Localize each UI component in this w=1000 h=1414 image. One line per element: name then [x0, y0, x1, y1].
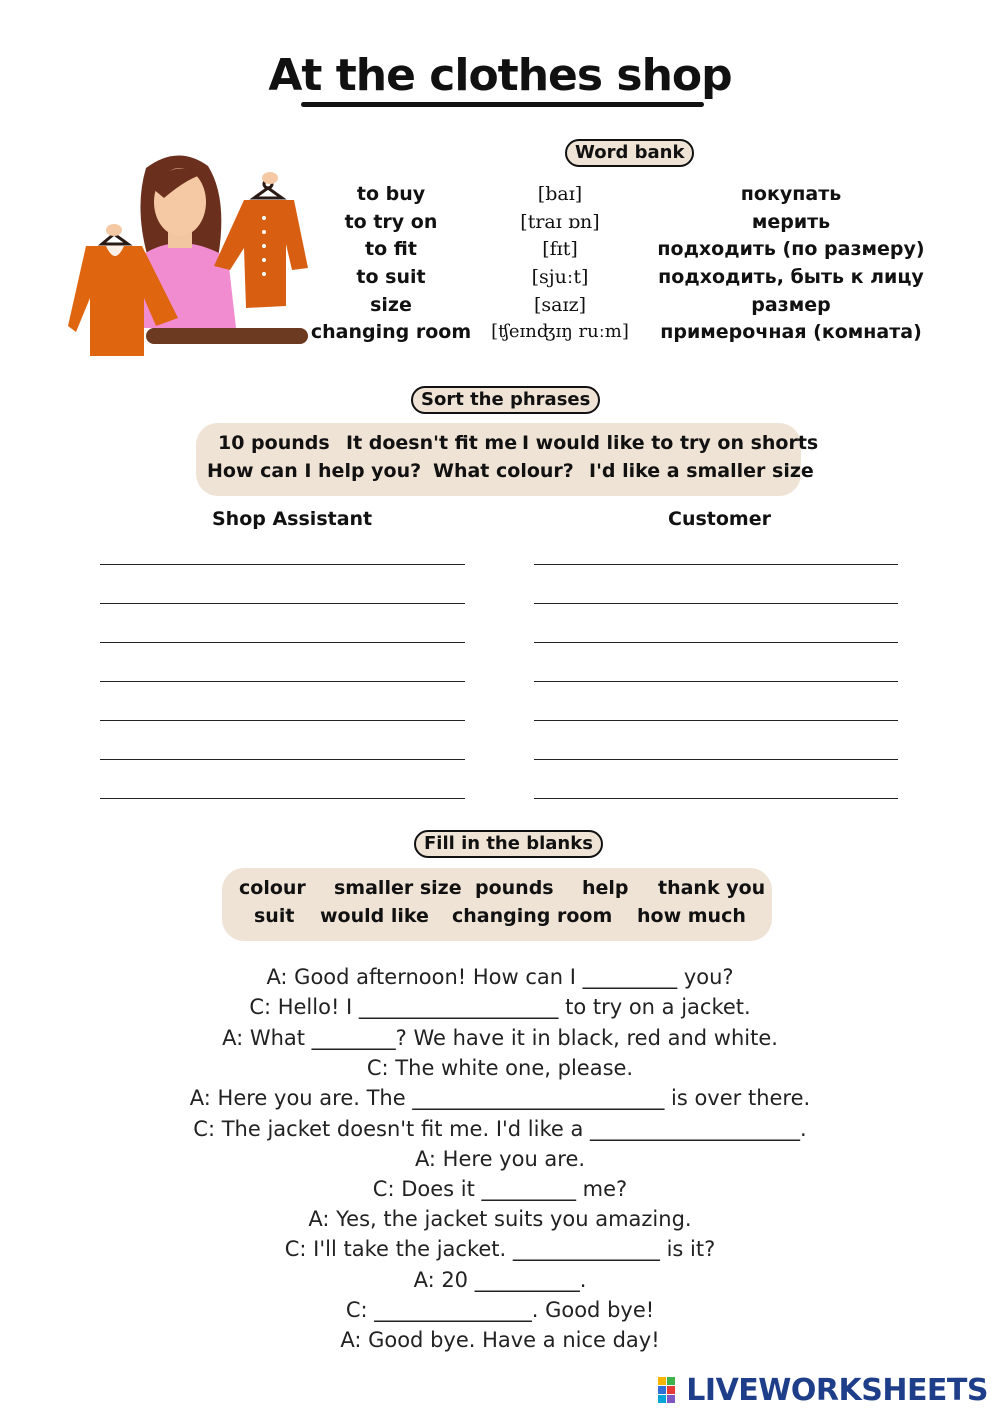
- fill-word: smaller size: [334, 877, 462, 899]
- word-english: to try on: [344, 211, 438, 233]
- phrase-box: [196, 423, 819, 496]
- fill-blanks-label: Fill in the blanks: [414, 830, 603, 858]
- customer-answer-line[interactable]: [534, 798, 898, 799]
- word-english: to suit: [356, 266, 426, 288]
- word-russian: подходить, быть к лицу: [658, 266, 924, 288]
- sort-phrases-label: Sort the phrases: [411, 386, 600, 414]
- shop-assistant-answer-line[interactable]: [100, 681, 465, 682]
- dialogue-line[interactable]: A: 20 __________.: [413, 1268, 587, 1292]
- word-bank-row: [0, 294, 1000, 322]
- word-russian: размер: [751, 294, 831, 316]
- customer-answer-line[interactable]: [534, 564, 898, 565]
- fill-word: help: [582, 877, 629, 899]
- title-underline: [301, 102, 704, 107]
- word-phonetic: [saɪz]: [534, 294, 586, 316]
- page-title: At the clothes shop: [268, 50, 732, 101]
- word-russian: покупать: [740, 183, 842, 205]
- draggable-phrase[interactable]: 10 pounds: [218, 432, 330, 454]
- liveworksheets-logo: [658, 1372, 988, 1408]
- customer-answer-line[interactable]: [534, 720, 898, 721]
- word-bank-row: [0, 321, 1000, 349]
- customer-answer-line[interactable]: [534, 681, 898, 682]
- dialogue-line[interactable]: C: I'll take the jacket. ______________ is it?: [284, 1237, 716, 1261]
- draggable-phrase[interactable]: I would like to try on shorts: [522, 432, 819, 454]
- shop-assistant-answer-line[interactable]: [100, 759, 465, 760]
- word-phonetic: [fɪt]: [542, 238, 578, 260]
- fill-word: how much: [637, 905, 746, 927]
- word-phonetic: [baɪ]: [537, 183, 583, 205]
- fill-words-box: [222, 868, 772, 941]
- dialogue-line[interactable]: C: Hello! I ___________________ to try on a jacket.: [249, 995, 751, 1019]
- word-bank-label: Word bank: [565, 139, 694, 167]
- word-phonetic: [traɪ ɒn]: [520, 211, 600, 233]
- word-bank-row: [0, 183, 1000, 211]
- word-russian: мерить: [751, 211, 831, 233]
- fill-word: would like: [320, 905, 429, 927]
- word-english: to fit: [365, 238, 417, 260]
- fill-word: pounds: [475, 877, 554, 899]
- customer-heading: Customer: [668, 508, 771, 530]
- fill-word: colour: [239, 877, 306, 899]
- dialogue-line: A: Here you are.: [414, 1147, 586, 1171]
- fill-word: changing room: [452, 905, 613, 927]
- shop-assistant-answer-line[interactable]: [100, 720, 465, 721]
- word-phonetic: [ʧeɪnʤɪŋ ruːm]: [491, 321, 629, 342]
- dialogue-line[interactable]: C: _______________. Good bye!: [345, 1298, 655, 1322]
- customer-answer-line[interactable]: [534, 603, 898, 604]
- shop-assistant-answer-line[interactable]: [100, 564, 465, 565]
- draggable-phrase[interactable]: It doesn't fit me: [346, 432, 518, 454]
- customer-answer-line[interactable]: [534, 642, 898, 643]
- word-english: size: [370, 294, 412, 316]
- draggable-phrase[interactable]: I'd like a smaller size: [589, 460, 814, 482]
- word-bank-row: [0, 238, 1000, 266]
- word-russian: примерочная (комната): [660, 321, 922, 343]
- draggable-phrase[interactable]: What colour?: [433, 460, 574, 482]
- shop-assistant-answer-line[interactable]: [100, 798, 465, 799]
- word-english: changing room: [310, 321, 472, 343]
- draggable-phrase[interactable]: How can I help you?: [207, 460, 422, 482]
- dialogue-line[interactable]: A: Here you are. The ________________________ is over there.: [189, 1086, 811, 1110]
- dialogue-line[interactable]: C: Does it _________ me?: [372, 1177, 628, 1201]
- liveworksheets-logo-icon: [658, 1377, 684, 1403]
- liveworksheets-brand: LIVEWORKSHEETS: [686, 1372, 988, 1408]
- dialogue-line[interactable]: A: What ________? We have it in black, red and white.: [222, 1026, 778, 1050]
- shop-assistant-answer-line[interactable]: [100, 642, 465, 643]
- customer-answer-line[interactable]: [534, 759, 898, 760]
- shop-assistant-heading: Shop Assistant: [212, 508, 373, 530]
- dialogue-line[interactable]: C: The jacket doesn't fit me. I'd like a ____________________.: [193, 1117, 807, 1141]
- dialogue-line: C: The white one, please.: [366, 1056, 634, 1080]
- word-bank-row: [0, 266, 1000, 294]
- word-phonetic: [sjuːt]: [531, 266, 589, 288]
- dialogue-line[interactable]: A: Good afternoon! How can I _________ you?: [266, 965, 734, 989]
- fill-word: suit: [254, 905, 295, 927]
- word-russian: подходить (по размеру): [657, 238, 925, 260]
- dialogue-line: A: Good bye. Have a nice day!: [340, 1328, 660, 1352]
- fill-word: thank you: [658, 877, 766, 899]
- word-english: to buy: [356, 183, 426, 205]
- word-bank-row: [0, 211, 1000, 239]
- shop-assistant-answer-line[interactable]: [100, 603, 465, 604]
- dialogue-line: A: Yes, the jacket suits you amazing.: [308, 1207, 692, 1231]
